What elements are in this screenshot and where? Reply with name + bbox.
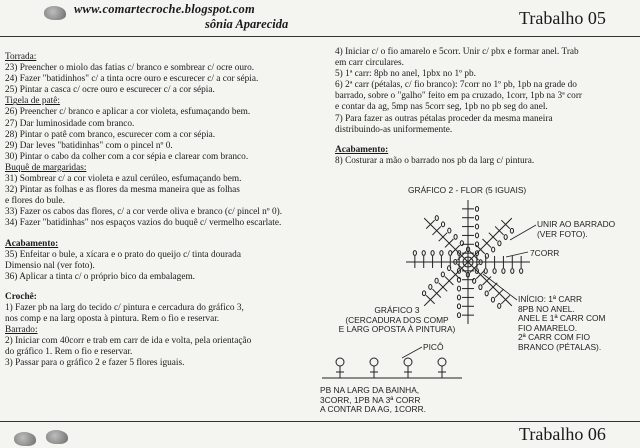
instruction-line: 28) Pintar o patê com branco, escurecer com a cor sépia. xyxy=(5,129,216,140)
chain-stitch xyxy=(466,272,469,277)
chain-stitch xyxy=(473,278,476,283)
chain-stitch xyxy=(458,251,461,256)
chain-stitch xyxy=(511,269,514,274)
chain-stitch xyxy=(475,233,478,238)
grafico2-unir-label: UNIR AO BARRADO (VER FOTO). xyxy=(537,219,616,239)
chain-stitch xyxy=(475,251,478,256)
petal-stitch xyxy=(445,239,453,247)
instruction-line: 32) Pintar as folhas e as flores da mesma maneira que as folhas xyxy=(5,185,240,196)
bunny-icon-bottom-2 xyxy=(46,430,68,444)
grafico2-title: GRÁFICO 2 - FLOR (5 IGUAIS) xyxy=(408,185,527,195)
section-heading: Buquê de margaridas: xyxy=(5,162,87,173)
instruction-line: 26) Preencher c/ branco e aplicar a cor violeta, esfumaçando bem. xyxy=(5,107,251,118)
petal-stitch xyxy=(439,283,447,291)
section-heading: Tigela de patê: xyxy=(5,96,60,107)
chain-stitch xyxy=(454,234,457,239)
chain-stitch xyxy=(502,269,505,274)
instruction-line: Dimensio nal (ver foto). xyxy=(5,260,95,271)
pico-pointer xyxy=(402,347,422,358)
chain-stitch xyxy=(422,291,425,296)
instruction-line: barrado, sobre o "galho" feito em pa cruzado, 1corr, 1pb na 3ª corr xyxy=(335,91,583,102)
author-name: sônia Aparecida xyxy=(205,17,289,31)
section-heading: Acabamento: xyxy=(335,144,389,155)
chain-stitch xyxy=(479,260,482,265)
pico-loop xyxy=(336,358,344,366)
grafico3-description: PB NA LARG DA BAINHA, 3CORR, 1PB NA 3ª CORR A CONTAR DA AG, 1CORR. xyxy=(320,385,426,415)
unir-pointer xyxy=(510,225,536,240)
chain-stitch xyxy=(429,285,432,290)
trabalho-06-title: Trabalho 06 xyxy=(519,424,606,444)
petal-stitch xyxy=(457,264,465,272)
grafico2-corr-label: 7CORR xyxy=(530,248,560,258)
instructions-left-column xyxy=(5,52,315,370)
chain-stitch xyxy=(498,241,501,246)
chain-stitch xyxy=(441,272,444,277)
instruction-line: 25) Pintar a casca c/ ocre ouro e escurecer c/ a cor sépia. xyxy=(5,85,215,96)
spacer xyxy=(5,230,315,239)
petal-stitch xyxy=(470,264,478,272)
pico-loop xyxy=(438,358,446,366)
chain-stitch xyxy=(498,304,501,309)
chain-stitch xyxy=(454,259,457,264)
instruction-line: 30) Pintar o cabo da colher com a cor sépia e clarear com branco. xyxy=(5,151,249,162)
petal-stitch xyxy=(476,245,484,253)
chain-stitch xyxy=(457,286,460,291)
chain-stitch xyxy=(467,247,470,252)
chain-stitch xyxy=(435,278,438,283)
instruction-line: 36) Aplicar a tinta c/ o próprio bico da embalagem. xyxy=(5,271,196,282)
spacer xyxy=(335,136,635,145)
instructions-right-column xyxy=(335,47,635,167)
instruction-line: 29) Dar leves "batidinhas" com o pincel nº 0. xyxy=(5,140,173,151)
divider-bottom xyxy=(0,421,640,422)
petal-stitch xyxy=(501,295,509,303)
chain-stitch xyxy=(475,206,478,211)
pico-loop xyxy=(370,358,378,366)
instruction-line: 5) 1ª carr: 8pb no anel, 1pbx no 1º pb. xyxy=(335,69,476,80)
instruction-line: e contar da ag, 5mp nas 5corr seg, 1pb no pb seg do anel. xyxy=(335,102,548,113)
grafico2-inicio-label: INÍCIO: 1ª CARR 8PB NO ANEL. ANEL E 1ª CARR COM FIO AMARELO. 2ª CARR COM FIO BRANCO (PÉTALAS). xyxy=(518,294,606,352)
chain-stitch xyxy=(493,269,496,274)
chain-stitch xyxy=(448,228,451,233)
chain-stitch xyxy=(475,215,478,220)
instruction-line: 33) Fazer os cabos das flores, c/ a cor verde oliva e branco (c/ pincel nº 0). xyxy=(5,207,283,218)
chain-stitch xyxy=(484,269,487,274)
spacer xyxy=(5,283,315,292)
chain-stitch xyxy=(475,269,478,274)
chain-stitch xyxy=(448,266,451,271)
instruction-line: distribuindo-as uniformemente. xyxy=(335,124,453,135)
chain-stitch xyxy=(457,295,460,300)
bunny-icon-top xyxy=(44,6,66,20)
instruction-line: 35) Enfeitar o bule, a xícara e o prato do queijo c/ tinta dourada xyxy=(5,249,241,260)
instruction-line: 23) Preencher o miolo das fatias c/ branco e sombrear c/ ocre ouro. xyxy=(5,63,255,74)
section-heading: Barrado: xyxy=(5,325,38,336)
chain-stitch xyxy=(475,242,478,247)
petal-spine xyxy=(424,218,468,262)
chain-stitch xyxy=(479,285,482,290)
petal-stitch xyxy=(483,277,491,285)
petal-spine xyxy=(468,218,512,262)
instruction-line: nos comp e na larg oposta à pintura. Rem o fio e reservar. xyxy=(5,314,220,325)
petal-stitch xyxy=(489,233,497,241)
instruction-line: e flores do bule. xyxy=(5,196,65,207)
petal-stitch xyxy=(476,270,484,278)
instruction-line: 24) Fazer "batidinhos" c/ a tinta ocre ouro e escurecer c/ a cor sépia. xyxy=(5,74,259,85)
chain-stitch xyxy=(441,222,444,227)
chain-stitch xyxy=(435,216,438,221)
divider-top xyxy=(0,36,640,37)
chain-stitch xyxy=(413,251,416,256)
petal-stitch xyxy=(451,245,459,253)
chain-stitch xyxy=(457,268,460,273)
instruction-line: em carr circulares. xyxy=(335,58,404,69)
instruction-line: 34) Fazer "batidinhas" nos espaços vazios do buquê c/ vermelho escarlate. xyxy=(5,218,282,229)
petal-stitch xyxy=(495,289,503,297)
section-heading: Crochê: xyxy=(5,291,37,302)
grafico3-pico-label: PICÔ xyxy=(423,342,444,352)
petal-spine xyxy=(424,262,468,306)
grafico3-title: GRÁFICO 3 (CERCADURA DOS COMP E LARG OPOSTA À PINTURA) xyxy=(338,305,456,335)
instruction-line: 27) Dar luminosidade com branco. xyxy=(5,118,135,129)
chain-stitch xyxy=(457,277,460,282)
instruction-line: 7) Para fazer as outras pétalas proceder da mesma maneira xyxy=(335,113,553,124)
instruction-line: 8) Costurar a mão o barrado nos pb da larg c/ pintura. xyxy=(335,155,535,166)
instruction-line: do gráfico 1. Rem o fio e reservar. xyxy=(5,347,133,358)
instruction-line: 4) Iniciar c/ o fio amarelo e 5corr. Unir c/ pbx e formar anel. Trab xyxy=(335,47,579,57)
petal-spine xyxy=(468,262,512,306)
chain-stitch xyxy=(475,224,478,229)
section-heading: Acabamento: xyxy=(5,238,59,249)
petal-stitch xyxy=(470,251,478,259)
instruction-line: 31) Sombrear c/ a cor violeta e azul cerúleo, esfumaçando bem. xyxy=(5,174,242,185)
petal-stitch xyxy=(457,251,465,259)
inicio-pointer xyxy=(483,274,517,300)
chain-stitch xyxy=(504,235,507,240)
flower-center-ring xyxy=(463,257,473,267)
corr-pointer xyxy=(506,252,528,257)
chain-stitch xyxy=(520,269,523,274)
petal-stitch xyxy=(432,289,440,297)
instruction-line: 3) Passar para o gráfico 2 e fazer 5 flores iguais. xyxy=(5,358,185,369)
petal-stitch xyxy=(495,226,503,234)
petal-stitch xyxy=(432,226,440,234)
petal-stitch xyxy=(483,239,491,247)
petal-stitch xyxy=(426,295,434,303)
petal-stitch xyxy=(445,277,453,285)
chain-stitch xyxy=(510,228,513,233)
chain-stitch xyxy=(431,251,434,256)
petal-stitch xyxy=(426,220,434,228)
petal-stitch xyxy=(439,233,447,241)
petal-stitch xyxy=(501,220,509,228)
chain-stitch xyxy=(492,247,495,252)
section-heading: Torrada: xyxy=(5,52,37,62)
petal-stitch xyxy=(489,283,497,291)
pico-loop xyxy=(404,358,412,366)
petal-stitch xyxy=(451,270,459,278)
chain-stitch xyxy=(422,251,425,256)
instruction-line: 1) Fazer pb na larg do tecido c/ pintura e cercadura do gráfico 3, xyxy=(5,302,244,313)
chain-stitch xyxy=(449,251,452,256)
chain-stitch xyxy=(460,241,463,246)
chain-stitch xyxy=(491,297,494,302)
chain-stitch xyxy=(440,251,443,256)
instruction-line: 6) 2ª carr (pétalas, c/ fio branco): 7corr no 1º pb, 1pb na grade do xyxy=(335,80,577,91)
trabalho-05-title: Trabalho 05 xyxy=(519,8,606,28)
instruction-line: 2) Iniciar com 40corr e trab em carr de ida e volta, pela orientação xyxy=(5,336,252,347)
chain-stitch xyxy=(485,291,488,296)
chain-stitch xyxy=(485,253,488,258)
bunny-icon-bottom-1 xyxy=(14,432,36,446)
blog-url: www.comartecroche.blogspot.com xyxy=(74,2,255,16)
